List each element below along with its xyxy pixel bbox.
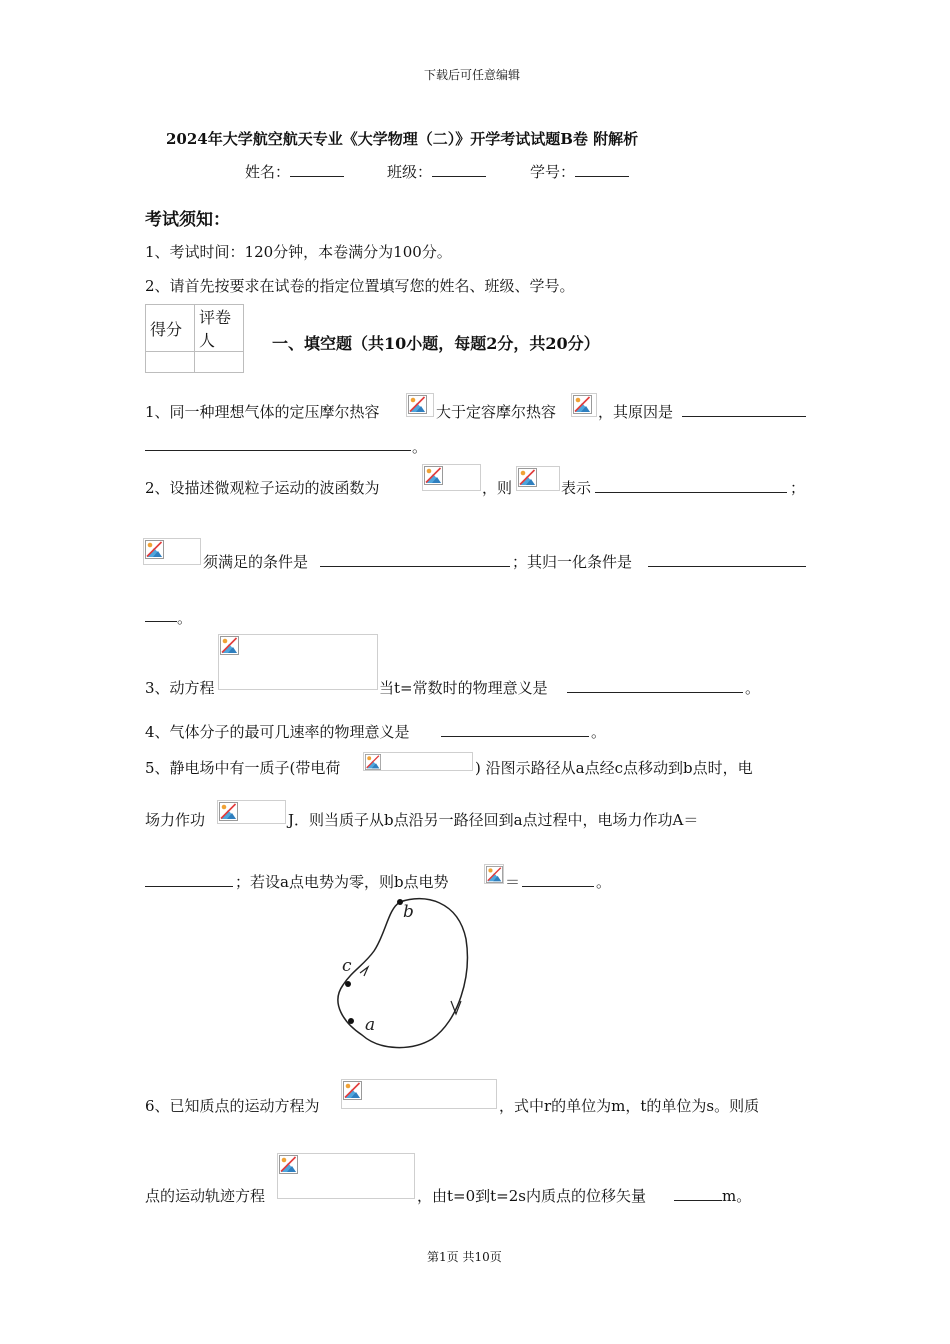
q5-text-f: ＝ (505, 873, 521, 891)
q1-blank-1[interactable] (682, 402, 806, 421)
q5-text-a: 5、静电场中有一质子(带电荷 (145, 759, 341, 777)
q1-end: 。 (412, 438, 428, 456)
q5-text-d: J．则当质子从b点沿另一路径回到a点过程中，电场力作功A＝ (288, 811, 699, 829)
class-blank[interactable] (432, 162, 486, 177)
q5-text-b: ) 沿图示路径从a点经c点移动到b点时，电 (475, 759, 753, 777)
class-field (387, 161, 486, 182)
q4-text-a: 4、气体分子的最可几速率的物理意义是 (145, 723, 410, 741)
id-label: 学号： (530, 163, 576, 181)
q6-text-a: 6、已知质点的运动方程为 (145, 1097, 320, 1115)
q2-text-c: 表示 (561, 479, 592, 497)
score-header: 得分 (146, 305, 195, 352)
q2-blank-2[interactable] (320, 552, 510, 571)
id-blank[interactable] (575, 162, 629, 177)
q6-formula-image-2 (277, 1153, 415, 1199)
arrow-c (360, 967, 368, 976)
score-table (145, 304, 244, 373)
q1-formula-image-1 (406, 393, 434, 417)
q5-end: 。 (596, 873, 612, 891)
q3-text-a: 3、动方程 (145, 679, 215, 697)
q3-blank[interactable] (567, 678, 743, 697)
q2-text-e: 须满足的条件是 (203, 553, 309, 571)
label-c: c (342, 956, 352, 976)
notice-item-2: 2、请首先按要求在试卷的指定位置填写您的姓名、班级、学号。 (145, 277, 575, 295)
broken-image-icon (219, 802, 238, 821)
q6-blank[interactable] (674, 1186, 722, 1205)
grader-header: 评卷人 (195, 305, 244, 352)
q5-text-c: 场力作功 (145, 811, 206, 829)
q6-text-c: 点的运动轨迹方程 (145, 1187, 266, 1205)
label-a: a (365, 1015, 376, 1035)
q2-formula-image-1 (422, 464, 481, 491)
q3-formula-image (218, 634, 378, 690)
broken-image-icon (424, 466, 443, 485)
q2-blank-3[interactable] (648, 552, 806, 571)
id-field (530, 161, 629, 182)
q3-text-b: 当t=常数时的物理意义是 (379, 679, 548, 697)
q2-blank-1[interactable] (595, 478, 787, 497)
q2-formula-image-3 (143, 538, 201, 565)
q1-formula-image-2 (571, 393, 597, 417)
q2-text-a: 2、设描述微观粒子运动的波函数为 (145, 479, 380, 497)
q1-text-c: ，其原因是 (598, 403, 674, 421)
q2-end: 。 (177, 609, 193, 627)
q5-blank-1[interactable] (145, 872, 233, 891)
grader-cell[interactable] (195, 352, 244, 373)
q5-formula-image-1 (363, 752, 473, 771)
q5-formula-image-2 (217, 800, 286, 824)
label-b: b (403, 902, 414, 922)
q6-end: m。 (722, 1187, 752, 1205)
section-1-heading: 一、填空题（共10小题，每题2分，共20分） (272, 334, 600, 353)
q4-blank[interactable] (441, 722, 589, 741)
broken-image-icon (279, 1155, 298, 1174)
class-label: 班级： (387, 163, 433, 181)
broken-image-icon (573, 395, 592, 414)
q5-formula-image-3 (484, 864, 504, 884)
page-footer: 第1页 共10页 (427, 1250, 502, 1264)
q4-end: 。 (591, 723, 607, 741)
q5-blank-2[interactable] (522, 872, 594, 891)
q3-end: 。 (745, 679, 761, 697)
broken-image-icon (486, 866, 503, 883)
q2-blank-4[interactable] (145, 607, 177, 626)
q2-formula-image-2 (516, 466, 560, 491)
name-blank[interactable] (290, 162, 344, 177)
notice-heading: 考试须知： (145, 210, 230, 230)
q5-text-e: ；若设a点电势为零，则b点电势 (235, 873, 449, 891)
q1-text-a: 1、同一种理想气体的定压摩尔热容 (145, 403, 380, 421)
point-a (348, 1018, 354, 1024)
name-field (245, 161, 344, 182)
q2-text-d: ； (790, 479, 806, 497)
broken-image-icon (365, 754, 381, 770)
notice-item-1: 1、考试时间：120分钟，本卷满分为100分。 (145, 243, 452, 261)
header-note: 下载后可任意编辑 (424, 68, 521, 82)
broken-image-icon (343, 1081, 362, 1100)
q2-text-f: ；其归一化条件是 (512, 553, 633, 571)
name-label: 姓名： (245, 163, 291, 181)
q2-text-b: ，则 (482, 479, 513, 497)
q6-text-d: ，由t=0到t=2s内质点的位移矢量 (417, 1187, 646, 1205)
broken-image-icon (220, 636, 239, 655)
path-figure (330, 893, 480, 1055)
score-cell[interactable] (146, 352, 195, 373)
point-c (345, 981, 351, 987)
q1-blank-2[interactable] (145, 436, 411, 455)
exam-title: 2024年大学航空航天专业《大学物理（二）》开学考试试题B卷 附解析 (166, 130, 639, 148)
broken-image-icon (408, 395, 427, 414)
broken-image-icon (518, 468, 537, 487)
q6-text-b: ，式中r的单位为m，t的单位为s。则质 (499, 1097, 760, 1115)
q1-text-b: 大于定容摩尔热容 (436, 403, 557, 421)
q6-formula-image-1 (341, 1079, 497, 1109)
broken-image-icon (145, 540, 164, 559)
